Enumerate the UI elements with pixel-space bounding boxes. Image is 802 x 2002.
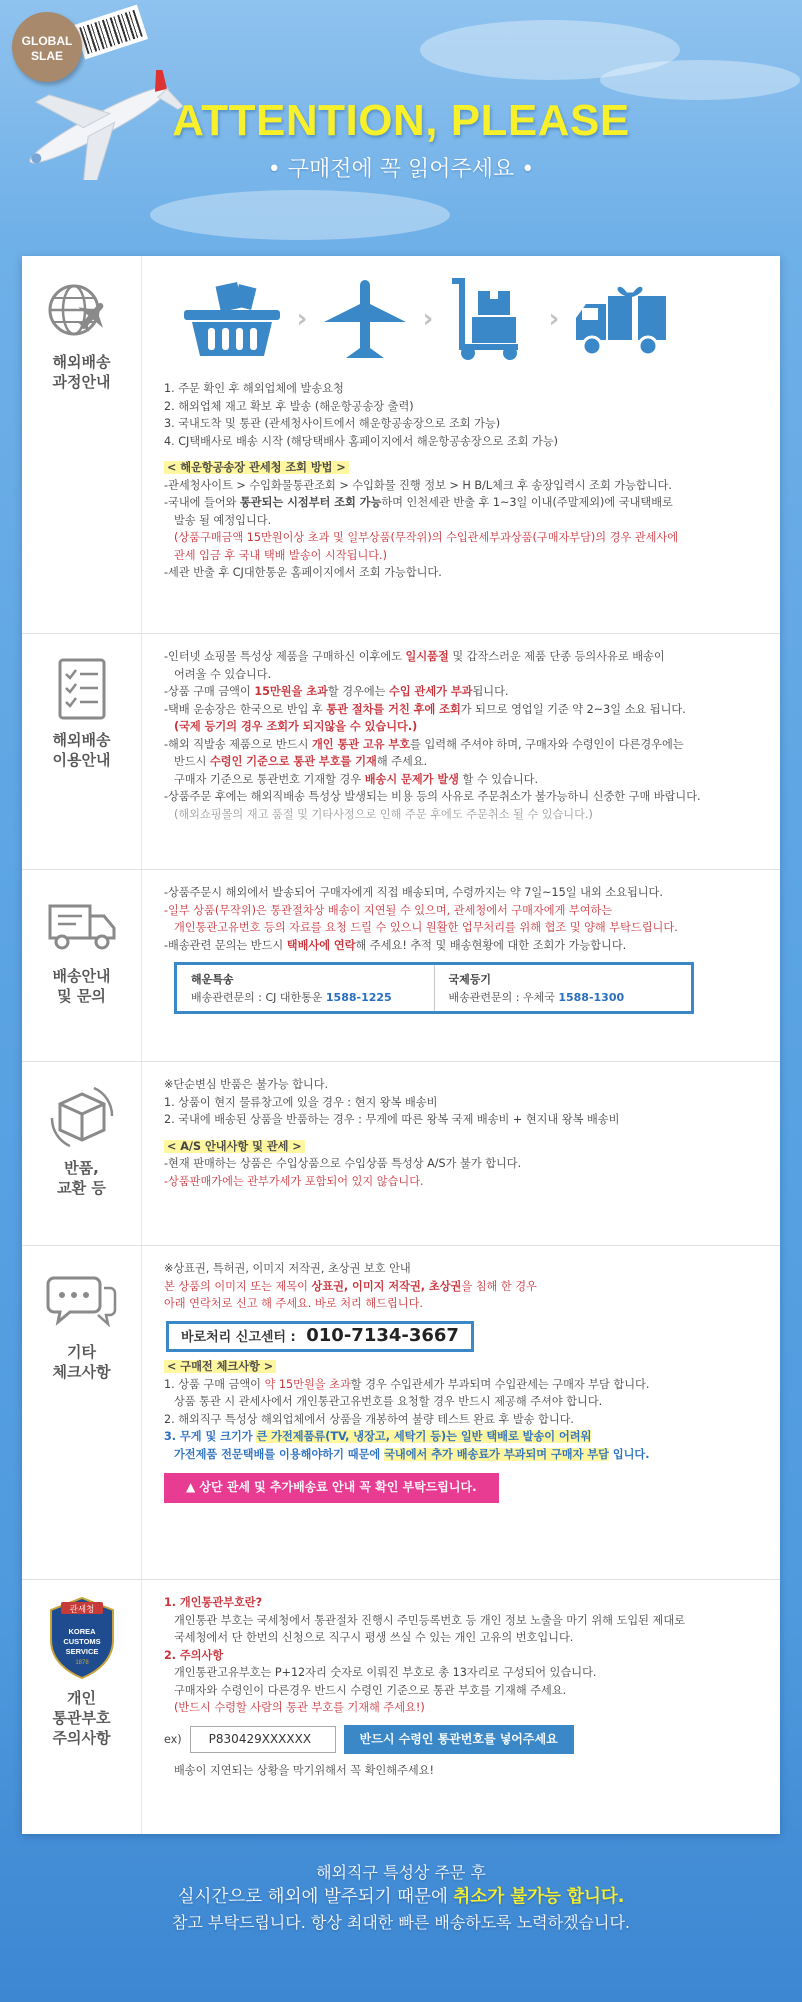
text-emphasis: 통관 절차를 거친 후에 조회 bbox=[326, 702, 461, 716]
text: -상품주문 후에는 해외직배송 특성상 발생되는 비용 등의 사유로 주문취소가 불가능하니 신중한 구매 바랍니다. bbox=[164, 790, 701, 803]
text-emphasis: 상표권, 이미지 저작권, 초상권 bbox=[311, 1279, 462, 1293]
text-warning: 아래 연락처로 신고 해 주세요. 바로 처리 해드립니다. bbox=[164, 1297, 423, 1310]
report-label: 바로처리 신고센터 : bbox=[181, 1329, 301, 1345]
text-emphasis: 일시품절 bbox=[405, 650, 449, 663]
text-note: (해외쇼핑몰의 재고 품절 및 기타사정으로 인해 주문 후에도 주문취소 될 수 있습니다.) bbox=[174, 807, 593, 821]
text-emphasis: 수입 관세가 부과 bbox=[389, 685, 473, 698]
text: 를 입력해 주셔야 하며, 구매자와 수령인이 다른경우에는 bbox=[410, 737, 684, 751]
text-emphasis: 수령인 기준으로 통관 부호를 기재 bbox=[209, 755, 377, 768]
text: 가 되므로 영업일 기준 약 2~3일 소요 됩니다. bbox=[460, 702, 686, 716]
text: -배송관련 문의는 반드시 bbox=[164, 938, 287, 952]
text: ※단순변심 반품은 불가능 합니다. bbox=[164, 1078, 329, 1091]
section-title: 해외배송 이용안내 bbox=[52, 731, 111, 769]
seal-top-text: 관세청 bbox=[69, 1605, 94, 1615]
section-title: 배송안내 및 문의 bbox=[52, 967, 111, 1005]
footer-line: 해외직구 특성상 주문 후 bbox=[316, 1863, 486, 1882]
chevron-right-icon: › bbox=[548, 304, 560, 335]
section-content bbox=[164, 1076, 760, 1190]
section-title: 개인 통관부호 주의사항 bbox=[52, 1689, 111, 1747]
howto-heading: < 해운항공송장 관세청 조회 방법 > bbox=[164, 461, 349, 474]
truck-outline-icon bbox=[44, 890, 120, 960]
footer-emphasis: 취소가 불가능 합니다. bbox=[453, 1887, 625, 1907]
howto-warning: 관세 입금 후 국내 택배 발송이 시작됩니다.) bbox=[174, 548, 387, 562]
footer-line: 실시간으로 해외에 발주되기 때문에 bbox=[177, 1887, 454, 1907]
step-item: 3. 국내도착 및 통관 (관세청사이트에서 해운항공송장으로 조회 가능) bbox=[164, 417, 501, 430]
text-warning: 을 침해 한 경우 bbox=[461, 1279, 537, 1293]
section-content bbox=[164, 1594, 760, 1780]
text-emphasis: 배송시 문제가 발생 bbox=[364, 772, 459, 786]
text-warning: 본 상품의 이미지 또는 제목이 bbox=[164, 1279, 312, 1293]
section-content bbox=[164, 648, 760, 823]
text-emphasis: 국내에서 추가 배송료가 부과되며 구매자 부담 bbox=[384, 1447, 609, 1461]
text: ※상표권, 특허권, 이미지 저작권, 초상권 보호 안내 bbox=[164, 1262, 411, 1275]
text: 구매자 기준으로 통관번호 기재할 경우 bbox=[174, 772, 365, 786]
section-content bbox=[164, 884, 760, 1018]
chevron-right-icon: › bbox=[296, 304, 308, 335]
text: 국세청에서 단 한번의 신청으로 직구시 평생 쓰실 수 있는 개인 고유의 번호입니다. bbox=[174, 1631, 574, 1644]
section-title: 기타 체크사항 bbox=[52, 1343, 111, 1381]
seal-year: 1878 bbox=[74, 1660, 89, 1666]
delivery-truck-icon bbox=[572, 278, 672, 362]
carrier-label: 배송관련문의 : 우체국 bbox=[448, 991, 559, 1004]
seal-text: CUSTOMS bbox=[62, 1637, 101, 1646]
chat-bubbles-icon bbox=[44, 1266, 120, 1336]
text: -상품주문시 해외에서 발송되어 구매자에게 직접 배송되며, 수령까지는 약 7일~15일 내외 소요됩니다. bbox=[164, 886, 663, 899]
as-heading: < A/S 안내사항 및 관세 > bbox=[164, 1140, 305, 1153]
report-phone-link[interactable]: 010-7134-3667 bbox=[306, 1324, 459, 1346]
text: 반드시 bbox=[174, 755, 210, 768]
tax-notice-button[interactable]: ▲ 상단 관세 및 추가배송료 안내 꼭 확인 부탁드립니다. bbox=[164, 1473, 499, 1503]
shipping-steps bbox=[180, 274, 760, 366]
text-emphasis: 개인 통관 고유 부호 bbox=[311, 737, 411, 751]
section-usage-guide bbox=[22, 634, 780, 870]
section-other-check bbox=[22, 1246, 780, 1580]
text-warning: 개인통관고유번호 등의 자료를 요청 드릴 수 있으니 원활한 업무처리를 위해 협조 및 양해 부탁드립니다. bbox=[174, 921, 678, 934]
carrier-contact-box bbox=[174, 962, 694, 1014]
header-banner bbox=[0, 0, 802, 260]
text: 구매자와 수령인이 다른경우 반드시 수령인 기준으로 통관 부호를 기재해 주세요. bbox=[174, 1683, 567, 1697]
howto-text: -관세청사이트 > 수입화물통관조회 > 수입화물 진행 정보 > H B/L체크 후 송장입력시 조회 가능합니다. bbox=[164, 478, 672, 492]
carrier-phone-link[interactable]: 1588-1225 bbox=[325, 991, 392, 1004]
text: 2. 해외직구 특성상 해외업체에서 상품을 개봉하여 불량 테스트 완료 후 발송 합니다. bbox=[164, 1412, 574, 1426]
page-headline: ATTENTION, PLEASE bbox=[172, 96, 630, 145]
text: 상품 통관 시 관세사에서 개인통관고유번호를 요청할 경우 반드시 제공해 주셔야 합니다. bbox=[174, 1395, 603, 1408]
section-shipping-process bbox=[22, 256, 780, 634]
shopping-basket-icon bbox=[180, 280, 284, 360]
howto-text: 하며 인천세관 반출 후 1~3일 이내(주말제외)에 국내택배로 bbox=[381, 496, 673, 509]
text-emphasis: 약 15만원을 초과 bbox=[264, 1377, 351, 1391]
text: 가전제품 전문택배를 이용해야하기 때문에 bbox=[174, 1447, 385, 1461]
question-heading: 2. 주의사항 bbox=[164, 1648, 224, 1662]
section-sidebar bbox=[22, 256, 142, 633]
cloud-decoration bbox=[600, 60, 800, 100]
text: 2. 국내에 배송된 상품을 반품하는 경우 : 무게에 따른 왕복 국제 배송비 + 현지내 왕복 배송비 bbox=[164, 1113, 620, 1126]
text: 개인통관 부호는 국세청에서 통관절차 진행시 주민등록번호 등 개인 정보 노출을 마기 위해 도입된 제대로 bbox=[174, 1613, 685, 1627]
korea-customs-seal bbox=[47, 1596, 117, 1680]
carrier-sea-express bbox=[177, 965, 434, 1011]
question-heading: 1. 개인통관부호란? bbox=[164, 1596, 263, 1609]
carrier-intl-registered bbox=[434, 965, 692, 1011]
text: 배송이 지연되는 상황을 막기위해서 꼭 확인해주세요! bbox=[174, 1764, 435, 1777]
hand-truck-icon bbox=[446, 277, 536, 363]
howto-text: 발송 될 예정입니다. bbox=[174, 513, 272, 527]
carrier-label: 배송관련문의 : CJ 대한통운 bbox=[191, 991, 326, 1004]
text-warning: (국제 등기의 경우 조회가 되지않을 수 있습니다.) bbox=[174, 720, 418, 733]
globe-plane-icon bbox=[44, 276, 120, 346]
text: 개인통관고유부호는 P+12자리 숫자로 이뤄진 부호로 총 13자리로 구성되어 있습니다. bbox=[174, 1666, 597, 1679]
section-delivery-inquiry bbox=[22, 870, 780, 1062]
text-warning: (반드시 수령할 사람의 통관 부호를 기재해 주세요!) bbox=[174, 1701, 425, 1714]
section-sidebar bbox=[22, 634, 142, 869]
cloud-decoration bbox=[150, 190, 450, 240]
carrier-name: 해운특송 bbox=[191, 973, 234, 986]
example-row bbox=[164, 1725, 760, 1755]
checklist-icon bbox=[44, 654, 120, 724]
section-customs-code bbox=[22, 1580, 780, 1834]
howto-text: -국내에 들어와 bbox=[164, 496, 240, 509]
tag-text-2: SLAE bbox=[30, 49, 63, 63]
text-emphasis: 15만원을 초과 bbox=[254, 685, 328, 698]
text-warning: -일부 상품(무작위)은 통관절차상 배송이 지연될 수 있으며, 관세청에서 구매자에게 부여하는 bbox=[164, 903, 613, 917]
tag-text-1: GLOBAL bbox=[21, 34, 73, 48]
section-title: 해외배송 과정안내 bbox=[52, 353, 111, 391]
text: 3. 무게 및 크기가 bbox=[164, 1430, 257, 1443]
text: -상품 구매 금액이 bbox=[164, 685, 255, 698]
example-label: ex) bbox=[164, 1732, 182, 1746]
text: 해 주세요. bbox=[376, 755, 428, 768]
step-item: 4. CJ택배사로 배송 시작 (해당택배사 홈페이지에서 해운항공송장으로 조회 가능) bbox=[164, 434, 558, 448]
footer-notice bbox=[0, 1860, 802, 1935]
report-center-box bbox=[166, 1321, 474, 1353]
section-content bbox=[164, 270, 760, 582]
text-warning: -상품판매가에는 관부가세가 포함되어 있지 않습니다. bbox=[164, 1174, 424, 1188]
text: 1. 상품이 현지 물류창고에 있을 경우 : 현지 왕복 배송비 bbox=[164, 1095, 438, 1109]
carrier-name: 국제등기 bbox=[448, 973, 492, 986]
box-return-icon bbox=[44, 1082, 120, 1152]
text: 입니다. bbox=[608, 1447, 650, 1461]
text: 1. 상품 구매 금액이 bbox=[164, 1377, 265, 1391]
text-emphasis: 택배사에 연락 bbox=[286, 938, 356, 952]
section-sidebar bbox=[22, 1246, 142, 1579]
text: -현재 판매하는 상품은 수입상품으로 수입상품 특성상 A/S가 불가 합니다. bbox=[164, 1157, 522, 1170]
notice-card bbox=[22, 256, 780, 1834]
enter-code-button[interactable]: 반드시 수령인 통관번호를 넣어주세요 bbox=[344, 1725, 574, 1755]
text: 할 경우 수입관세가 부과되며 수입관세는 구매자 부담 합니다. bbox=[350, 1377, 650, 1391]
howto-emphasis: 통관되는 시점부터 조회 가능 bbox=[240, 496, 382, 509]
text: 할 수 있습니다. bbox=[458, 772, 539, 786]
howto-warning: (상품구매금액 15만원이상 초과 및 일부상품(무작위)의 수입관세부과상품(구매자부담)의 경우 관세사에 bbox=[174, 531, 679, 544]
text: 할 경우에는 bbox=[327, 685, 390, 698]
footer-line: 참고 부탁드립니다. 항상 최대한 빠른 배송하도록 노력하겠습니다. bbox=[171, 1913, 630, 1932]
airplane-icon bbox=[320, 278, 410, 362]
chevron-right-icon: › bbox=[422, 304, 434, 335]
text: -택배 운송장은 한국으로 반입 후 bbox=[164, 702, 327, 716]
text: -해외 직발송 제품으로 반드시 bbox=[164, 737, 312, 751]
section-title: 반품, 교환 등 bbox=[57, 1159, 106, 1197]
text-emphasis: 큰 가전제품류(TV, 냉장고, 세탁기 등)는 일반 택배로 발송이 어려워 bbox=[256, 1430, 592, 1443]
text: 어려울 수 있습니다. bbox=[174, 667, 272, 681]
howto-text: -세관 반출 후 CJ대한통운 홈페이지에서 조회 가능합니다. bbox=[164, 566, 442, 579]
section-content bbox=[164, 1260, 760, 1503]
text: 해 주세요! 추적 및 배송현황에 대한 조회가 가능합니다. bbox=[355, 938, 627, 952]
text: -인터넷 쇼핑몰 특성상 제품을 구매하신 이후에도 bbox=[164, 650, 406, 663]
check-heading: < 구매전 체크사항 > bbox=[164, 1360, 276, 1373]
customs-shield-icon bbox=[47, 1596, 117, 1680]
page-subheadline: • 구매전에 꼭 읽어주세요 • bbox=[267, 157, 535, 182]
seal-text: SERVICE bbox=[65, 1647, 98, 1656]
section-return-exchange bbox=[22, 1062, 780, 1246]
step-item: 2. 해외업체 재고 확보 후 발송 (해운항공송장 출력) bbox=[164, 399, 414, 413]
seal-text: KOREA bbox=[67, 1627, 96, 1636]
example-code-field: P830429XXXXXX bbox=[190, 1726, 336, 1754]
section-sidebar bbox=[22, 1580, 142, 1834]
section-sidebar bbox=[22, 870, 142, 1061]
barcode-tag-icon bbox=[74, 5, 148, 60]
section-sidebar bbox=[22, 1062, 142, 1245]
text: 및 갑작스러운 제품 단종 등의사유로 배송이 bbox=[448, 650, 665, 663]
step-item: 1. 주문 확인 후 해외업체에 발송요청 bbox=[164, 382, 344, 395]
text: 됩니다. bbox=[472, 685, 509, 698]
carrier-phone-link[interactable]: 1588-1300 bbox=[558, 991, 625, 1004]
